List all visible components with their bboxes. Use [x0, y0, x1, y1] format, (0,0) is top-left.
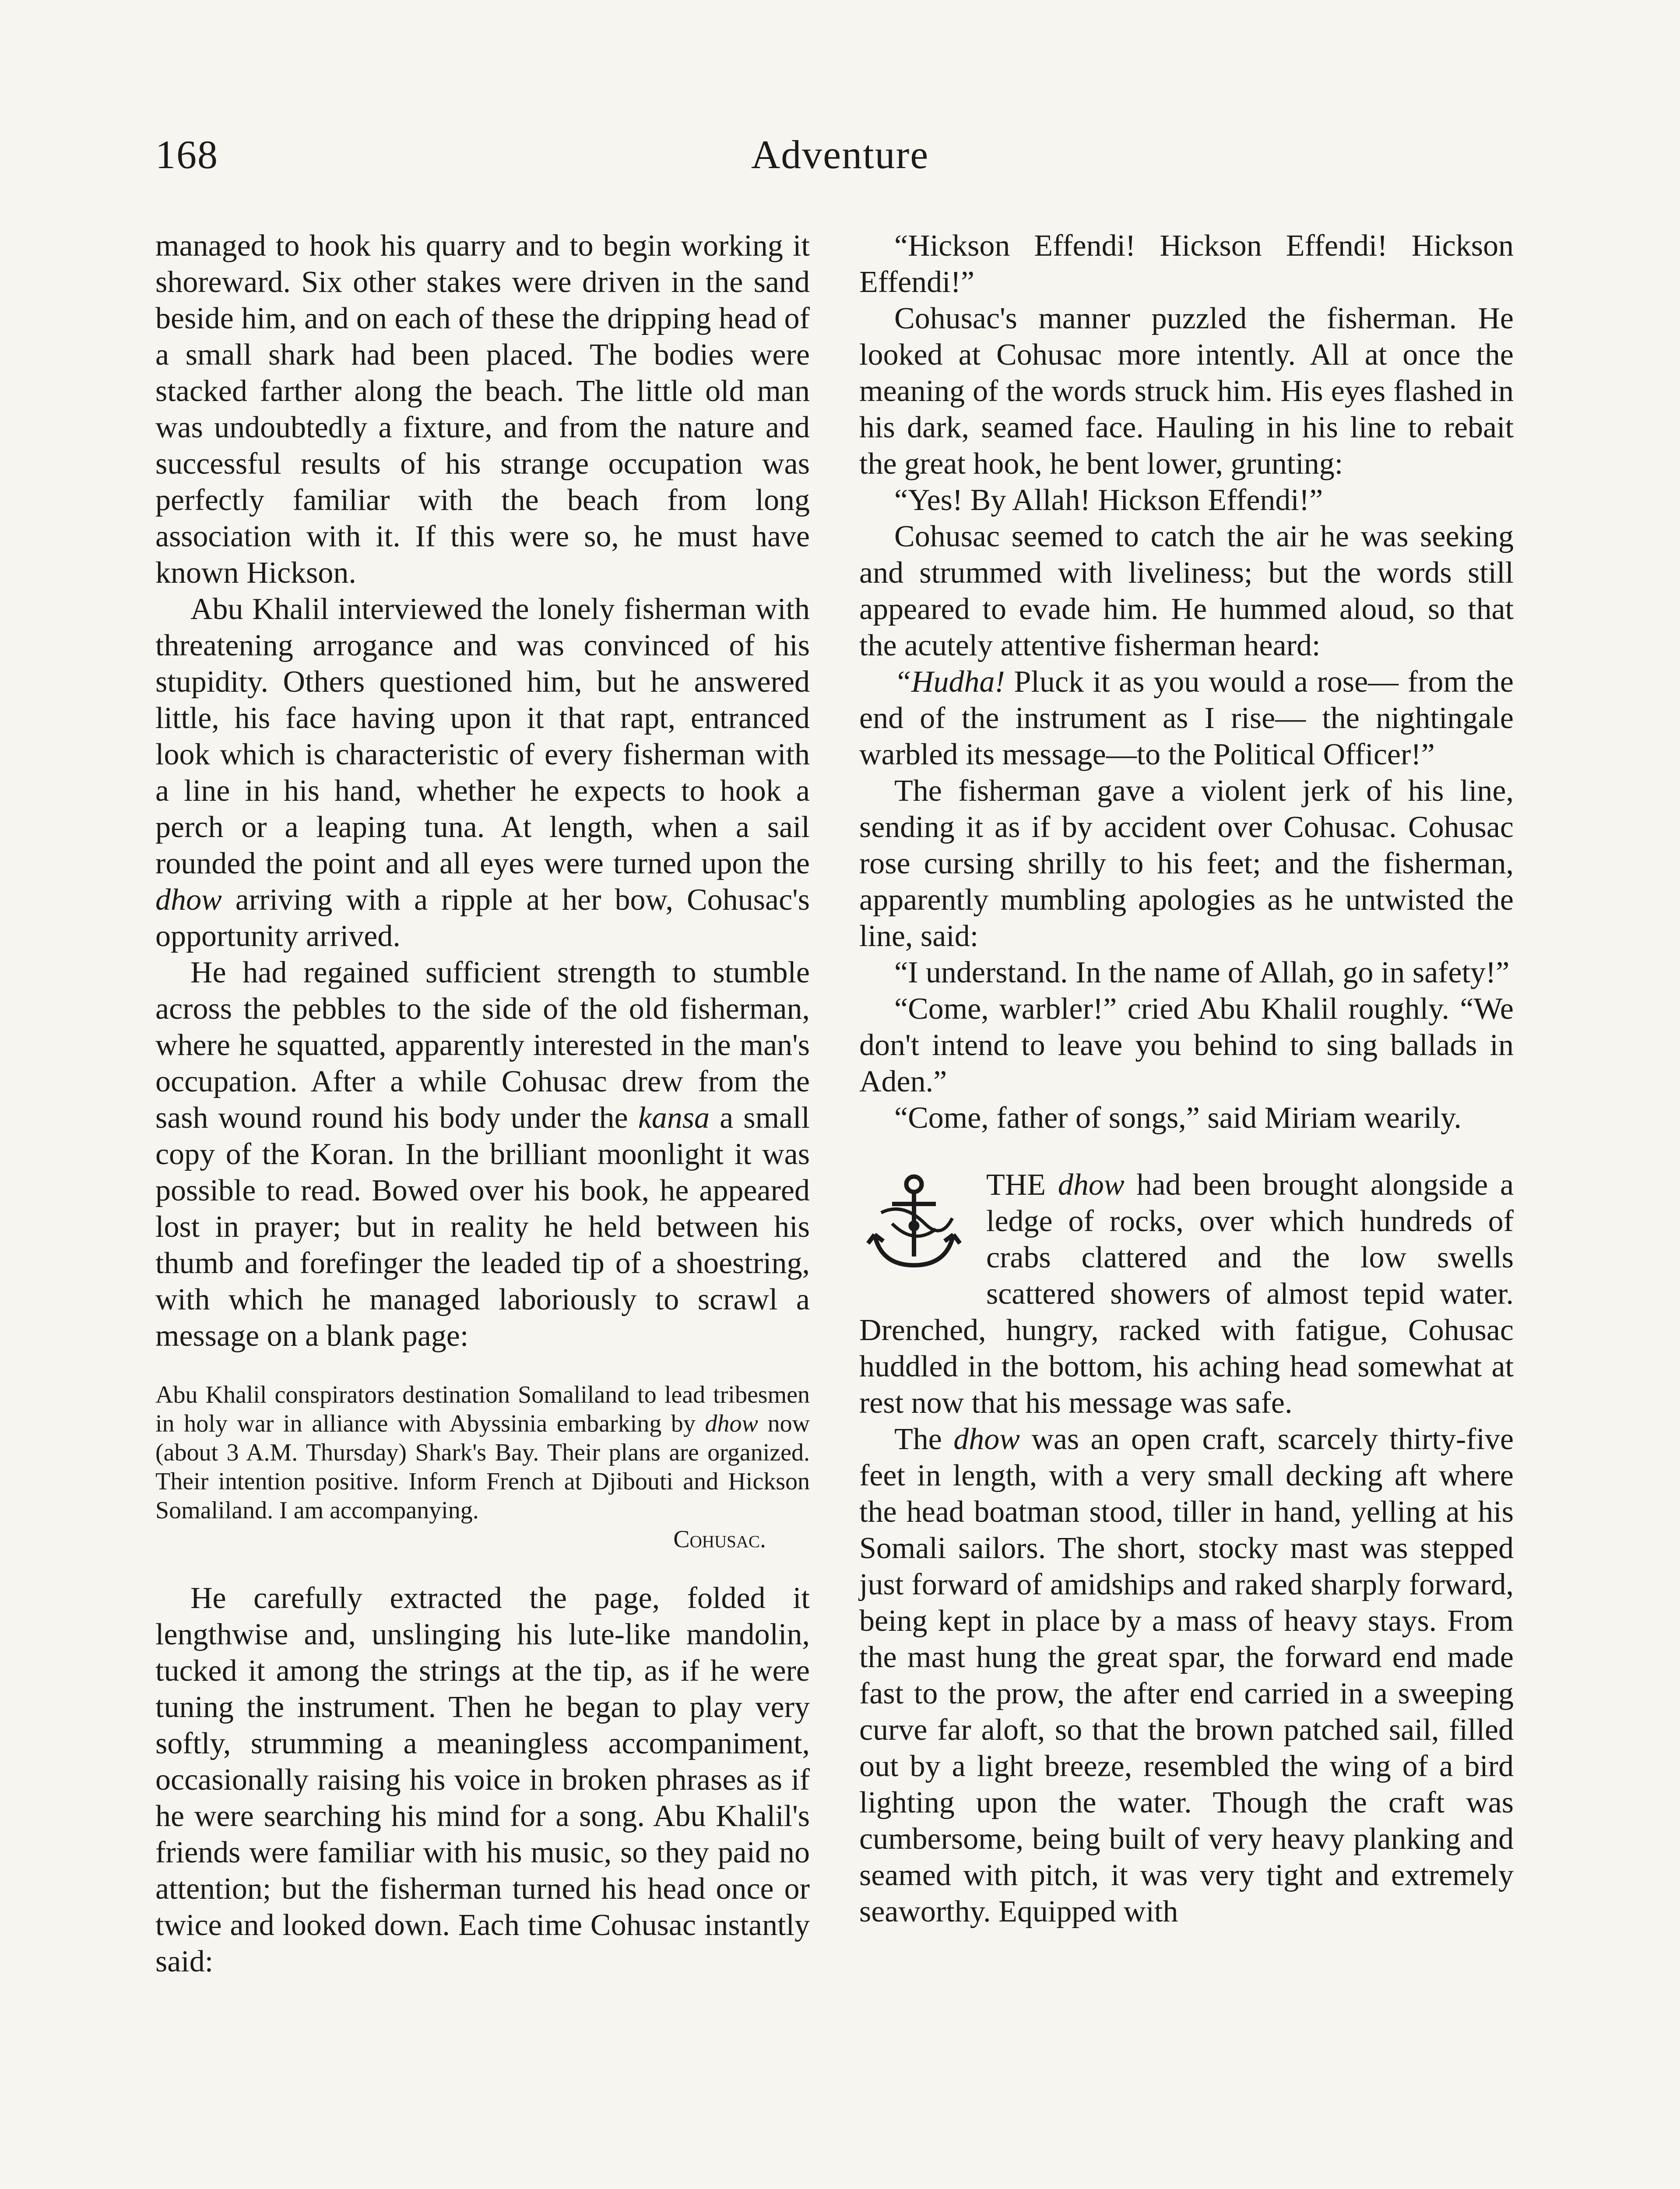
telegram-message: Abu Khalil conspirators destination Somaliland to lead tribesmen in holy war in alliance with Abyssinia embarking by dhow now (about 3 A.M. Thursday) Shark's Bay. Their plans are organized. Their intention positive. Inform French at Djibouti and Hickson Somaliland. I am accompanying. Cohusac.: [155, 1381, 810, 1553]
section-break: [859, 1167, 1514, 1421]
paragraph: Abu Khalil interviewed the lonely fisherman with threatening arrogance and was convinced of his stupidity. Others questioned him, but he answered little, his face having upon it that rapt, entranced look which is characteristic of every fisherman with a line in his hand, whether he expects to hook a perch or a leaping tuna. At length, when a sail rounded the point and all eyes were turned upon the dhow arriving with a ripple at her bow, Cohusac's opportunity arrived.: [155, 592, 810, 953]
paragraph: Cohusac seemed to catch the air he was seeking and strummed with liveliness; but the words still appeared to evade him. He hummed aloud, so that the acutely attentive fisherman heard:: [859, 520, 1514, 662]
paragraph: The dhow was an open craft, scarcely thirty-five feet in length, with a very small decking aft where the head boatman stood, tiller in hand, yelling at his Somali sailors. The short, stocky mast was stepped just forward of amidships and raked sharply forward, being kept in place by a mass of heavy stays. From the mast hung the great spar, the forward end made fast to the prow, the after end carried in a sweeping curve far aloft, so that the brown patched sail, filled out by a light breeze, resembled the wing of a bird lighting upon the water. Though the craft was cumbersome, being built of very heavy planking and seamed with pitch, it was very tight and extremely seaworthy. Equipped with: [859, 1422, 1514, 1929]
anchor-dropcap-icon: [859, 1169, 969, 1278]
paragraph: The fisherman gave a violent jerk of his line, sending it as if by accident over Cohusac. Cohusac rose cursing shrilly to his feet; and the fisherman, apparently mumbling apologies as he untwisted the line, said:: [859, 774, 1514, 953]
paragraph: “Yes! By Allah! Hickson Effendi!”: [894, 483, 1323, 517]
paragraph: managed to hook his quarry and to begin working it shoreward. Six other stakes were driven in the sand beside him, and on each of these the dripping head of a small shark had been placed. The bodies were stacked farther along the beach. The little old man was undoubtedly a fixture, and from the nature and successful results of his strange occupation was perfectly familiar with the beach from long association with it. If this were so, he must have known Hickson.: [155, 229, 810, 590]
paragraph: Cohusac's manner puzzled the fisherman. He looked at Cohusac more intently. All at once the meaning of the words struck him. His eyes flashed in his dark, seamed face. Hauling in his line to rebait the great hook, he bent lower, grunting:: [859, 302, 1514, 481]
paragraph: “Hickson Effendi! Hickson Effendi! Hickson Effendi!”: [859, 229, 1514, 299]
page-number: 168: [155, 132, 218, 177]
telegram-signature: Cohusac.: [673, 1526, 766, 1553]
paragraph: “I understand. In the name of Allah, go in safety!”: [894, 956, 1510, 989]
right-column: [859, 228, 1514, 1930]
paragraph: He had regained sufficient strength to stumble across the pebbles to the side of the old fisherman, where he squatted, apparently interested in the man's occupation. After a while Cohusac drew from the sash wound round his body under the kansa a small copy of the Koran. In the brilliant moonlight it was possible to read. Bowed over his book, he appeared lost in prayer; but in reality he held between his thumb and forefinger the leaded tip of a shoestring, with which he managed laboriously to scrawl a message on a blank page:: [155, 956, 810, 1353]
paragraph: “Come, father of songs,” said Miriam wearily.: [894, 1101, 1462, 1135]
paragraph: “Come, warbler!” cried Abu Khalil roughly. “We don't intend to leave you behind to sing ballads in Aden.”: [859, 992, 1514, 1098]
left-column: [155, 228, 810, 1980]
running-title: Adventure: [751, 132, 929, 177]
paragraph: THE dhow had been brought alongside a ledge of rocks, over which hundreds of crabs clattered and the low swells scattered showers of almost tepid water. Drenched, hungry, racked with fatigue, Cohusac huddled in the bottom, his aching head somewhat at rest now that his message was safe.: [859, 1168, 1514, 1420]
paragraph: “Hudha! Pluck it as you would a rose— from the end of the instrument as I rise— the nightingale warbled its message—to the Political Officer!”: [859, 665, 1514, 771]
page-header: [155, 131, 1525, 193]
paragraph: He carefully extracted the page, folded it lengthwise and, unslinging his lute-like mandolin, tucked it among the strings at the tip, as if he were tuning the instrument. Then he began to play very softly, strumming a meaningless accompaniment, occasionally raising his voice in broken phrases as if he were searching his mind for a song. Abu Khalil's friends were familiar with his music, so they paid no attention; but the fisherman turned his head once or twice and looked down. Each time Cohusac instantly said:: [155, 1581, 810, 1978]
